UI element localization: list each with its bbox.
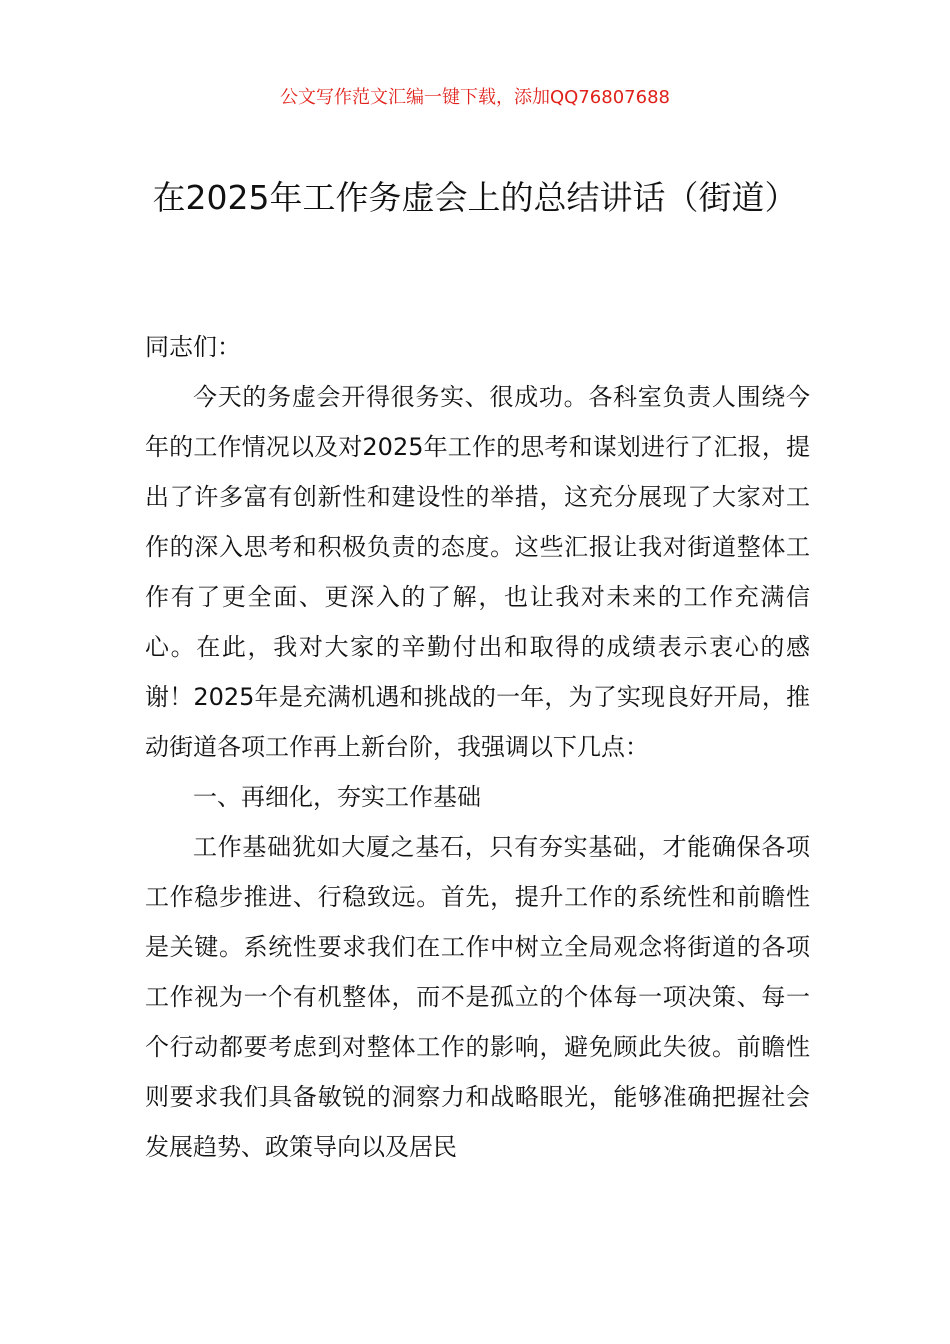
body-paragraph: 今天的务虚会开得很务实、很成功。各科室负责人围绕今年的工作情况以及对2025年工作的思考和谋划进行了汇报，提出了许多富有创新性和建设性的举措，这充分展现了大家对工作的深入思考和积极负责的态度。这些汇报让我对街道整体工作有了更全面、更深入的了解，也让我对未来的工作充满信心。在此，我对大家的辛勤付出和取得的成绩表示衷心的感谢！2025年是充满机遇和挑战的一年，为了实现良好开局，推动街道各项工作再上新台阶，我强调以下几点： <box>145 383 810 761</box>
salutation: 同志们： <box>145 333 241 361</box>
document-body <box>145 322 810 1172</box>
document-title: 在2025年工作务虚会上的总结讲话（街道） <box>152 178 798 217</box>
promo-banner[interactable]: 公文写作范文汇编一键下载，添加QQ76807688 <box>280 87 670 108</box>
section-heading: 一、再细化，夯实工作基础 <box>193 783 481 811</box>
body-paragraph: 工作基础犹如大厦之基石，只有夯实基础，才能确保各项工作稳步推进、行稳致远。首先，提升工作的系统性和前瞻性是关键。系统性要求我们在工作中树立全局观念将街道的各项工作视为一个有机整体，而不是孤立的个体每一项决策、每一个行动都要考虑到对整体工作的影响，避免顾此失彼。前瞻性则要求我们具备敏锐的洞察力和战略眼光，能够准确把握社会发展趋势、政策导向以及居民 <box>145 833 810 1161</box>
